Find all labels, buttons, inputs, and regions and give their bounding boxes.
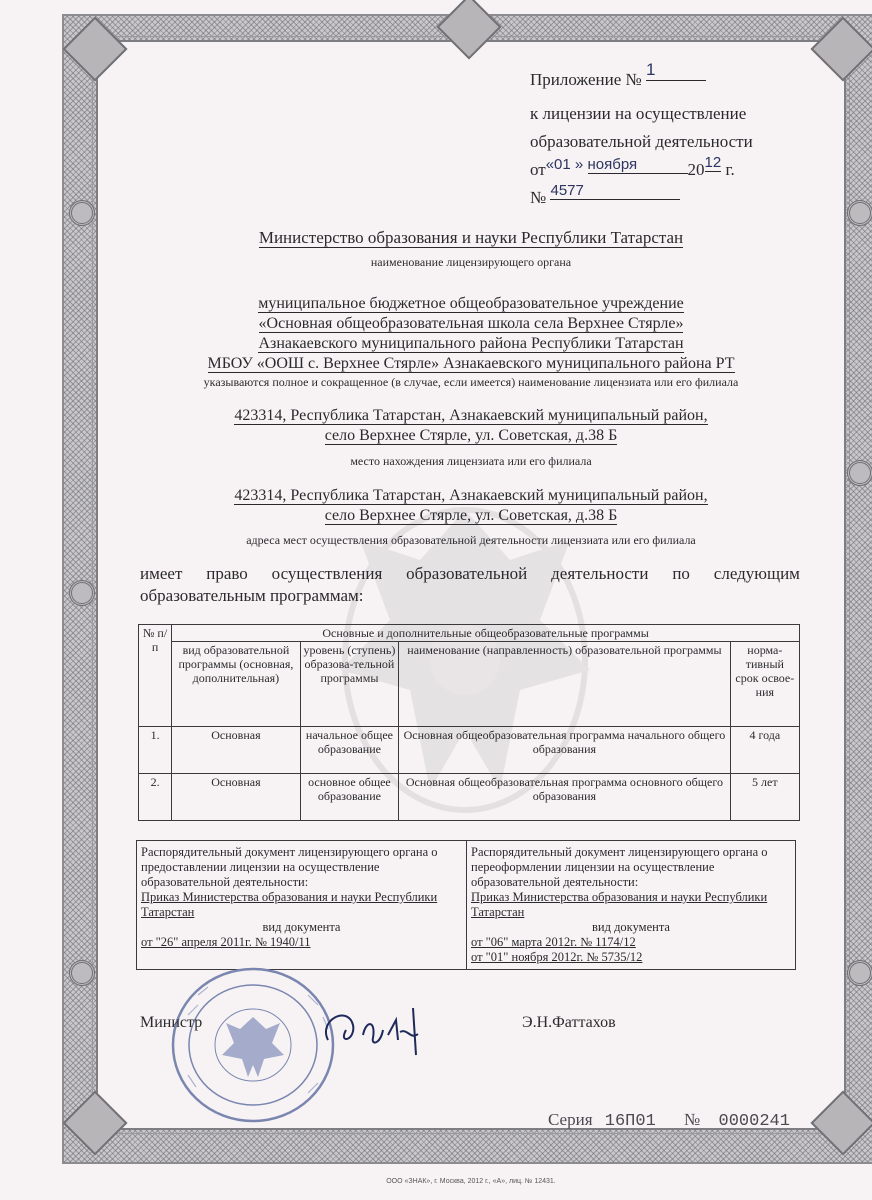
header-group: Основные и дополнительные общеобразовательные программы <box>172 625 800 642</box>
order-reissue-date: от "01" ноября 2012г. № 5735/12 <box>471 950 643 964</box>
signatory-name: Э.Н.Фаттахов <box>522 1014 616 1031</box>
order-reissue-column <box>466 841 795 969</box>
location-line: село Верхнее Стярле, ул. Советская, д.38 Б <box>324 427 618 444</box>
order-issue-date: от "26" апреля 2011г. № 1940/11 <box>141 935 311 949</box>
order-reissue-doc-caption: вид документа <box>592 920 670 934</box>
statement-word: следующим <box>713 564 800 583</box>
order-issue-doc-caption: вид документа <box>262 920 341 934</box>
table-row <box>139 727 800 774</box>
statement-word: осуществления <box>271 564 383 583</box>
cell-level: основное общее образование <box>300 774 398 821</box>
licensee-line: «Основная общеобразовательная школа села Верхнее Стярле» <box>258 315 684 332</box>
cell-kind: Основная <box>172 774 301 821</box>
cell-level: начальное общее образование <box>300 727 398 774</box>
printer-imprint: ООО «ЗНАК», г. Москва, 2012 г., «А», лиц. № 12431. <box>386 1178 556 1185</box>
statement-word: имеет <box>140 564 183 583</box>
series-value: 16П01 <box>604 1112 656 1131</box>
order-issue-title: Распорядительный документ лицензирующего органа о предоставлении лицензии на осуществление образовательной деятельности: <box>141 845 438 889</box>
cell-name: Основная общеобразовательная программа начального общего образования <box>399 727 731 774</box>
series-label: Серия <box>548 1110 593 1129</box>
license-number: 4577 <box>550 182 680 200</box>
activity-address-line: село Верхнее Стярле, ул. Советская, д.38 Б <box>324 507 618 524</box>
series-number-label: № <box>684 1110 701 1129</box>
location-block <box>96 406 846 446</box>
location-caption: место нахождения лицензиата или его филиала <box>350 454 592 468</box>
activity-address-line: 423314, Республика Татарстан, Азнакаевский муниципальный район, <box>234 487 708 504</box>
orders-box <box>136 840 796 970</box>
form-series-row <box>548 1110 790 1131</box>
signatory-role: Министр <box>140 1014 203 1031</box>
appendix-label: Приложение № <box>530 70 642 89</box>
header-level: уровень (ступень) образова-тельной программы <box>300 642 398 727</box>
license-number-row <box>530 182 680 208</box>
programs-table <box>138 624 800 821</box>
appendix-line-license: к лицензии на осуществление <box>530 104 747 123</box>
appendix-date-row <box>530 154 735 180</box>
series-number: 0000241 <box>718 1112 790 1131</box>
appendix-label-row <box>530 60 706 91</box>
date-month: ноября <box>588 156 688 174</box>
order-reissue-document: Приказ Министерства образования и науки Республики Татарстан <box>471 890 768 919</box>
licensee-line: Азнакаевского муниципального района Республики Татарстан <box>258 335 684 352</box>
appendix-number: 1 <box>646 60 706 81</box>
table-row <box>139 774 800 821</box>
appendix-line-activity: образовательной деятельности <box>530 132 753 151</box>
right-statement-line1 <box>140 564 800 584</box>
authority-name: Министерство образования и науки Республики Татарстан <box>258 228 684 247</box>
table-header-row <box>139 625 800 642</box>
statement-word: образовательной <box>406 564 528 583</box>
handwritten-signature <box>318 1000 438 1060</box>
cell-num: 1. <box>139 727 172 774</box>
activity-address-block <box>96 486 846 526</box>
right-statement-line2: образовательным программам: <box>140 586 364 605</box>
licensee-line: МБОУ «ООШ с. Верхнее Стярле» Азнакаевского муниципального района РТ <box>207 355 735 372</box>
order-issue-document: Приказ Министерства образования и науки Республики Татарстан <box>141 890 438 919</box>
authority-name-row <box>96 228 846 248</box>
date-g: г. <box>725 160 735 179</box>
license-number-label: № <box>530 188 547 207</box>
cell-kind: Основная <box>172 727 301 774</box>
header-num: № п/п <box>139 625 172 727</box>
date-year-suffix: 12 <box>704 154 722 171</box>
location-line: 423314, Республика Татарстан, Азнакаевский муниципальный район, <box>234 407 708 424</box>
order-reissue-title: Распорядительный документ лицензирующего органа о переоформлении лицензии на осуществление образовательной деятельности: <box>471 845 768 889</box>
header-term: норма-тивный срок освое-ния <box>730 642 799 727</box>
cell-term: 4 года <box>730 727 799 774</box>
header-name: наименование (направленность) образовательной программы <box>399 642 731 727</box>
statement-word: по <box>672 564 690 583</box>
licensee-line: муниципальное бюджетное общеобразовательное учреждение <box>258 295 684 312</box>
cell-num: 2. <box>139 774 172 821</box>
header-kind: вид образовательной программы (основная, дополнительная) <box>172 642 301 727</box>
date-prefix: от <box>530 160 546 179</box>
cell-term: 5 лет <box>730 774 799 821</box>
licensee-caption: указываются полное и сокращенное (в случае, если имеется) наименование лицензиата или его филиала <box>203 375 739 389</box>
licensee-name-block <box>96 294 846 374</box>
cell-name: Основная общеобразовательная программа основного общего образования <box>399 774 731 821</box>
order-reissue-date: от "06" марта 2012г. № 1174/12 <box>471 935 636 949</box>
order-issue-column <box>137 841 466 969</box>
statement-word: деятельности <box>551 564 649 583</box>
authority-caption: наименование лицензирующего органа <box>370 255 572 269</box>
statement-word: право <box>206 564 248 583</box>
date-year-prefix: 20 <box>687 160 705 179</box>
date-day: «01 » <box>545 156 584 173</box>
activity-address-caption: адреса мест осуществления образовательной деятельности лицензиата или его филиала <box>246 533 696 547</box>
table-subheader-row <box>139 642 800 727</box>
